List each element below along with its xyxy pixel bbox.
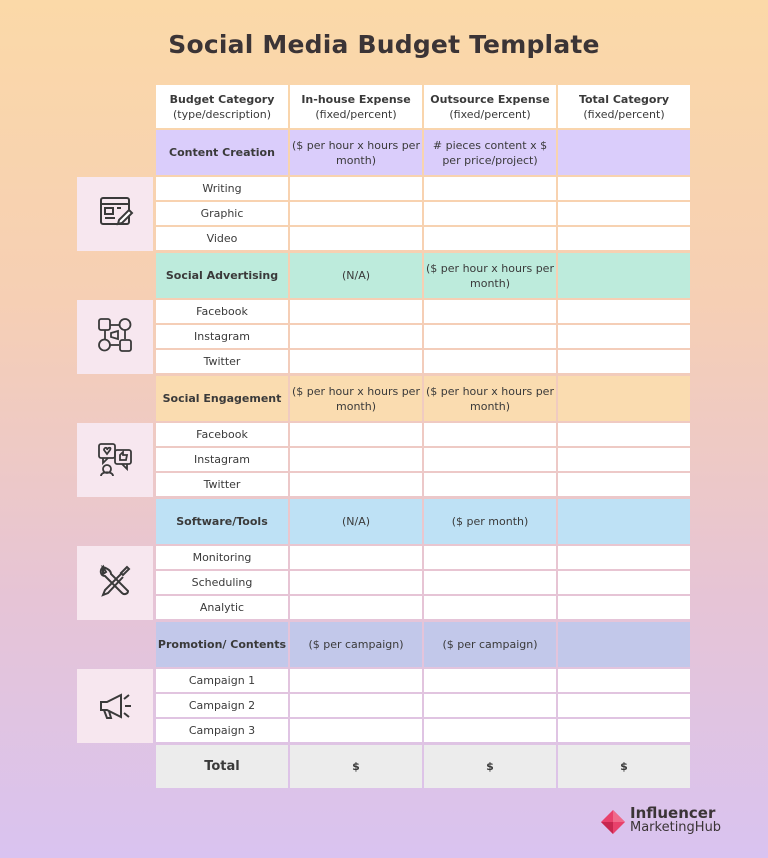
item-total-cell[interactable]	[558, 300, 690, 323]
item-label: Facebook	[156, 423, 288, 446]
item-total-cell[interactable]	[558, 571, 690, 594]
section-inhouse[interactable]: (N/A)	[290, 499, 422, 544]
section-icon-box	[77, 177, 153, 251]
item-total-cell[interactable]	[558, 325, 690, 348]
page-title: Social Media Budget Template	[168, 30, 600, 59]
content-icon	[95, 192, 135, 236]
item-label: Instagram	[156, 325, 288, 348]
header-title: In-house Expense	[301, 92, 411, 106]
section-icon-box	[77, 669, 153, 743]
item-label: Twitter	[156, 473, 288, 496]
item-inhouse-cell[interactable]	[290, 448, 422, 471]
item-label: Analytic	[156, 596, 288, 619]
header-cell	[290, 85, 422, 128]
influencer-marketinghub-logo	[600, 803, 740, 839]
item-inhouse-cell[interactable]	[290, 694, 422, 717]
logo-line2: MarketingHub	[630, 820, 722, 835]
item-label: Twitter	[156, 350, 288, 373]
tools-icon	[95, 561, 135, 605]
item-total-cell[interactable]	[558, 546, 690, 569]
item-total-cell[interactable]	[558, 473, 690, 496]
item-outsource-cell[interactable]	[424, 596, 556, 619]
item-inhouse-cell[interactable]	[290, 325, 422, 348]
item-label: Campaign 2	[156, 694, 288, 717]
section-outsource[interactable]: ($ per campaign)	[424, 622, 556, 667]
header-cell	[156, 85, 288, 128]
header-subtitle: (type/description)	[172, 107, 272, 121]
item-label: Campaign 1	[156, 669, 288, 692]
item-outsource-cell[interactable]	[424, 571, 556, 594]
item-outsource-cell[interactable]	[424, 448, 556, 471]
item-inhouse-cell[interactable]	[290, 300, 422, 323]
section-inhouse[interactable]: ($ per campaign)	[290, 622, 422, 667]
item-label: Graphic	[156, 202, 288, 225]
item-label: Monitoring	[156, 546, 288, 569]
section-label: Content Creation	[156, 130, 288, 175]
section-label: Social Engagement	[156, 376, 288, 421]
item-label: Scheduling	[156, 571, 288, 594]
header-subtitle: (fixed/percent)	[583, 107, 665, 121]
section-label: Software/Tools	[156, 499, 288, 544]
section-total[interactable]	[558, 622, 690, 667]
item-inhouse-cell[interactable]	[290, 719, 422, 742]
engagement-icon	[95, 438, 135, 482]
item-inhouse-cell[interactable]	[290, 350, 422, 373]
item-label: Instagram	[156, 448, 288, 471]
header-subtitle: (fixed/percent)	[449, 107, 531, 121]
section-icon-box	[77, 423, 153, 497]
header-title: Budget Category	[169, 92, 275, 106]
item-total-cell[interactable]	[558, 350, 690, 373]
item-outsource-cell[interactable]	[424, 719, 556, 742]
item-inhouse-cell[interactable]	[290, 546, 422, 569]
section-icon-box	[77, 546, 153, 620]
item-total-cell[interactable]	[558, 596, 690, 619]
item-outsource-cell[interactable]	[424, 177, 556, 200]
item-outsource-cell[interactable]	[424, 423, 556, 446]
section-inhouse[interactable]: ($ per hour x hours per month)	[290, 376, 422, 421]
item-total-cell[interactable]	[558, 719, 690, 742]
header-cell	[424, 85, 556, 128]
item-total-cell[interactable]	[558, 423, 690, 446]
section-total[interactable]	[558, 130, 690, 175]
section-total[interactable]	[558, 499, 690, 544]
header-title: Outsource Expense	[430, 92, 550, 106]
item-total-cell[interactable]	[558, 669, 690, 692]
section-label: Promotion/ Contents	[156, 622, 288, 667]
total-total[interactable]: $	[558, 745, 690, 788]
total-label: Total	[156, 745, 288, 788]
section-outsource[interactable]: # pieces content x $ per price/project)	[424, 130, 556, 175]
item-total-cell[interactable]	[558, 177, 690, 200]
item-outsource-cell[interactable]	[424, 227, 556, 250]
section-inhouse[interactable]: ($ per hour x hours per month)	[290, 130, 422, 175]
total-outsource[interactable]: $	[424, 745, 556, 788]
item-inhouse-cell[interactable]	[290, 227, 422, 250]
section-inhouse[interactable]: (N/A)	[290, 253, 422, 298]
item-total-cell[interactable]	[558, 448, 690, 471]
item-outsource-cell[interactable]	[424, 669, 556, 692]
item-outsource-cell[interactable]	[424, 300, 556, 323]
item-total-cell[interactable]	[558, 202, 690, 225]
megaphone-icon	[95, 684, 135, 728]
header-cell	[558, 85, 690, 128]
header-subtitle: (fixed/percent)	[315, 107, 397, 121]
section-total[interactable]	[558, 376, 690, 421]
item-outsource-cell[interactable]	[424, 694, 556, 717]
item-label: Writing	[156, 177, 288, 200]
item-label: Campaign 3	[156, 719, 288, 742]
item-label: Video	[156, 227, 288, 250]
section-outsource[interactable]: ($ per hour x hours per month)	[424, 376, 556, 421]
logo-line1: Influencer	[630, 804, 716, 822]
item-outsource-cell[interactable]	[424, 202, 556, 225]
item-outsource-cell[interactable]	[424, 546, 556, 569]
item-inhouse-cell[interactable]	[290, 669, 422, 692]
item-inhouse-cell[interactable]	[290, 423, 422, 446]
item-outsource-cell[interactable]	[424, 350, 556, 373]
logo-mark-icon	[600, 809, 626, 835]
total-inhouse[interactable]: $	[290, 745, 422, 788]
section-outsource[interactable]: ($ per hour x hours per month)	[424, 253, 556, 298]
item-outsource-cell[interactable]	[424, 473, 556, 496]
section-outsource[interactable]: ($ per month)	[424, 499, 556, 544]
item-inhouse-cell[interactable]	[290, 177, 422, 200]
item-inhouse-cell[interactable]	[290, 473, 422, 496]
item-outsource-cell[interactable]	[424, 325, 556, 348]
section-label: Social Advertising	[156, 253, 288, 298]
item-inhouse-cell[interactable]	[290, 571, 422, 594]
item-inhouse-cell[interactable]	[290, 202, 422, 225]
social-apps-icon	[95, 315, 135, 359]
item-total-cell[interactable]	[558, 694, 690, 717]
header-title: Total Category	[578, 92, 670, 106]
item-inhouse-cell[interactable]	[290, 596, 422, 619]
item-label: Facebook	[156, 300, 288, 323]
section-icon-box	[77, 300, 153, 374]
section-total[interactable]	[558, 253, 690, 298]
item-total-cell[interactable]	[558, 227, 690, 250]
